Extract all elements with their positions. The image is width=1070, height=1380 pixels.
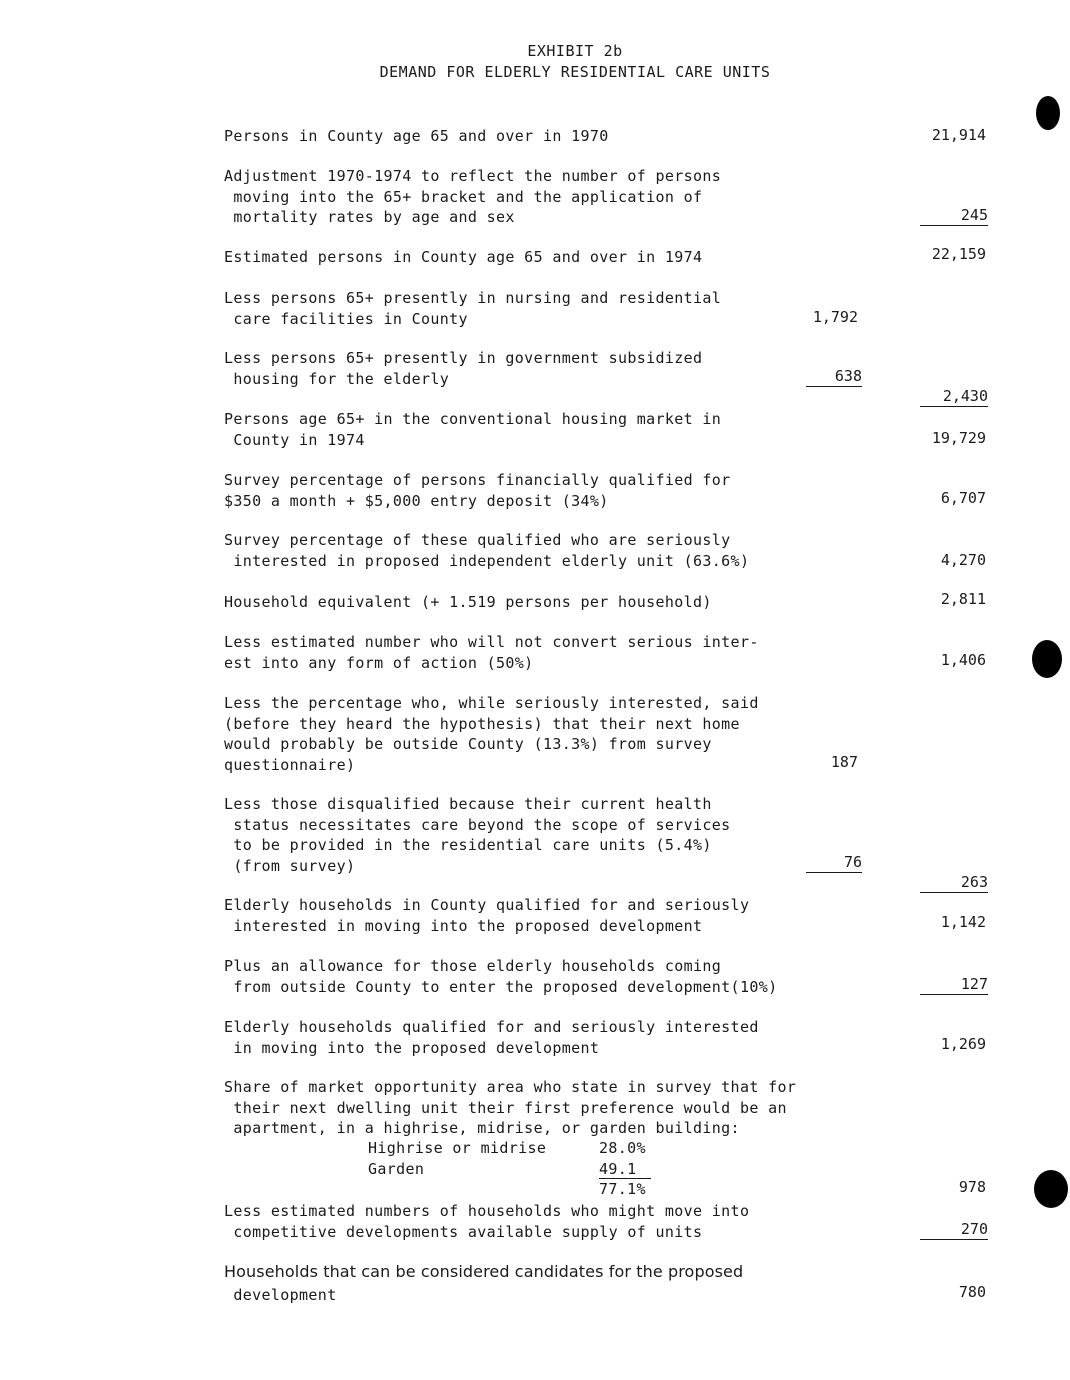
- punch-hole: [1032, 640, 1062, 678]
- row-total: 2,430: [920, 387, 988, 407]
- row-description: Persons age 65+ in the conventional housing market in County in 1974: [224, 410, 722, 449]
- row-description: Share of market opportunity area who state in survey that for their next dwelling unit their first preference would be an apartment, in a highrise, midrise, or garden building:: [224, 1078, 797, 1137]
- row-description: Less the percentage who, while seriously interested, said (before they heard the hypothesis) that their next home would probably be outside County (13.3%) from survey questionnaire): [224, 694, 759, 774]
- row-total: 263: [920, 873, 988, 893]
- row-total: 127: [920, 975, 988, 995]
- exhibit-label: EXHIBIT 2b: [527, 42, 623, 60]
- row-total: 780: [958, 1283, 986, 1301]
- row-total: 270: [920, 1220, 988, 1240]
- row-total: 19,729: [931, 429, 986, 447]
- row-total: 21,914: [931, 126, 986, 144]
- row-description: Less estimated numbers of households who might move into competitive developments available supply of units: [224, 1202, 750, 1241]
- row-description: Less estimated number who will not convert serious inter- est into any form of action (50%): [224, 633, 759, 672]
- row-description: Estimated persons in County age 65 and over in 1974: [224, 248, 703, 266]
- row-description: Survey percentage of these qualified who are seriously interested in proposed independent elderly unit (63.6%): [224, 531, 750, 570]
- garden-value: 49.1: [599, 1160, 651, 1179]
- row-total: 22,159: [931, 245, 986, 263]
- row-description: Households that can be considered candidates for the proposed: [224, 1262, 744, 1281]
- row-description: Adjustment 1970-1974 to reflect the number of persons moving into the 65+ bracket and the application of mortality rates by age and sex: [224, 167, 722, 226]
- row-description: Elderly households qualified for and seriously interested in moving into the proposed development: [224, 1018, 759, 1057]
- row-total: 2,811: [940, 590, 986, 608]
- row-description: Less those disqualified because their current health status necessitates care beyond the scope of services to be provided in the residential care units (5.4%) (from survey): [224, 795, 731, 875]
- row-subtotal: 187: [830, 753, 858, 771]
- row-description: Household equivalent (+ 1.519 persons per household): [224, 593, 712, 611]
- highrise-value: 28.0%: [599, 1139, 646, 1157]
- row-description: Elderly households in County qualified for and seriously interested in moving into the proposed development: [224, 896, 750, 935]
- row-description: Plus an allowance for those elderly households coming from outside County to enter the proposed development(10%): [224, 957, 778, 996]
- punch-hole: [1036, 96, 1060, 130]
- row-subtotal: 1,792: [812, 308, 858, 326]
- row-subtotal: 76: [806, 853, 862, 873]
- row-description: Survey percentage of persons financially qualified for $350 a month + $5,000 entry deposit (34%): [224, 471, 731, 510]
- highrise-label: Highrise or midrise: [368, 1139, 547, 1157]
- row-description: Less persons 65+ presently in government subsidized housing for the elderly: [224, 349, 703, 388]
- exhibit-title: DEMAND FOR ELDERLY RESIDENTIAL CARE UNITS: [379, 63, 771, 81]
- garden-label: Garden: [368, 1160, 425, 1178]
- row-total: 1,269: [940, 1035, 986, 1053]
- row-total: 1,406: [940, 651, 986, 669]
- row-total: 245: [920, 206, 988, 226]
- row-total: 978: [958, 1178, 986, 1196]
- row-total: 1,142: [940, 913, 986, 931]
- share-total: 77.1%: [599, 1180, 646, 1198]
- row-total: 6,707: [940, 489, 986, 507]
- row-total: 4,270: [940, 551, 986, 569]
- row-subtotal: 638: [806, 367, 862, 387]
- row-description: development: [224, 1286, 337, 1304]
- punch-hole: [1034, 1170, 1068, 1208]
- row-description: Persons in County age 65 and over in 1970: [224, 127, 609, 145]
- row-description: Less persons 65+ presently in nursing and residential care facilities in County: [224, 289, 722, 328]
